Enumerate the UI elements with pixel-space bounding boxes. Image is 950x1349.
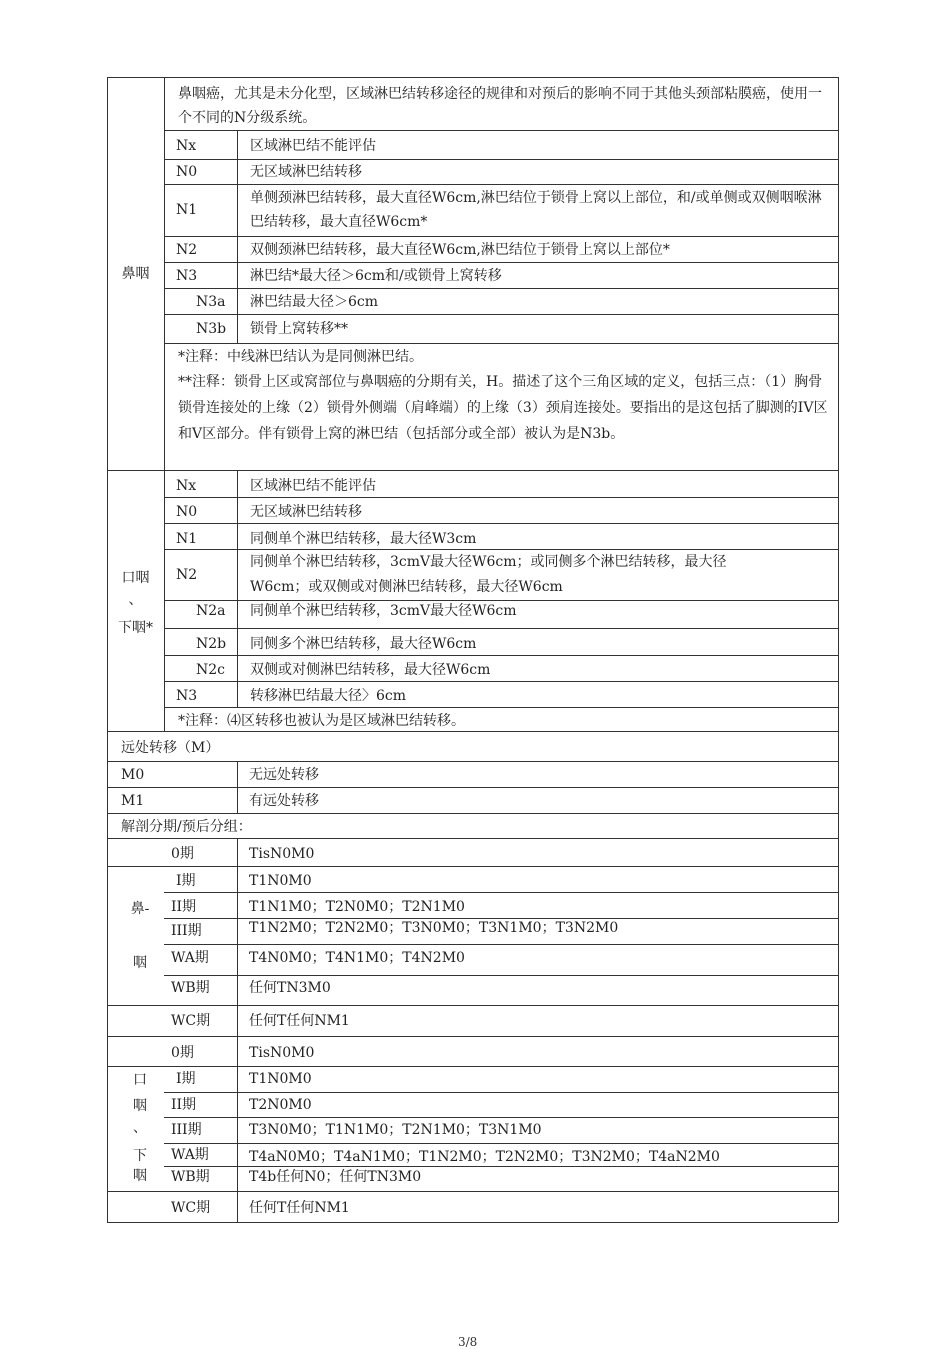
n-desc: 区域淋巴结不能评估 xyxy=(250,478,376,494)
n-desc: 区域淋巴结不能评估 xyxy=(250,138,376,154)
row-line xyxy=(107,1036,838,1037)
row-line xyxy=(107,761,838,762)
stage-label: III期 xyxy=(171,1122,202,1138)
naso-group-divider xyxy=(164,77,165,731)
stage-groups: TisN0M0 xyxy=(249,846,315,862)
n-code: N3 xyxy=(176,268,198,284)
row-line xyxy=(164,343,838,344)
stage-label: II期 xyxy=(171,899,197,915)
staging-oro-label: 咽 xyxy=(133,1098,147,1114)
stage-groups: T4aN0M0；T4aN1M0；T1N2M0；T2N2M0；T3N2M0；T4aN2M0 xyxy=(249,1149,720,1165)
row-line xyxy=(164,944,838,945)
table-border-bottom xyxy=(107,1222,838,1223)
n-desc: 淋巴结*最大径＞6cm和/或锁骨上窝转移 xyxy=(250,268,502,284)
row-line xyxy=(107,813,838,814)
row-line xyxy=(164,184,838,185)
row-line xyxy=(164,314,838,315)
row-line xyxy=(164,288,838,289)
stage-groups: TisN0M0 xyxy=(249,1045,315,1061)
stage-groups: T1N1M0；T2N0M0；T2N1M0 xyxy=(249,899,465,915)
n-desc: 同侧单个淋巴结转移，3cmV最大径W6cm xyxy=(250,603,517,619)
n-desc: 双侧或对侧淋巴结转移，最大径W6cm xyxy=(250,662,491,678)
stage-groups: T1N0M0 xyxy=(249,1071,312,1087)
group-label-oro-3: 下咽* xyxy=(118,620,153,636)
n-code: N1 xyxy=(176,531,198,547)
row-line xyxy=(164,628,838,629)
staging-oro-label: 下 xyxy=(133,1148,147,1164)
stage-groups: T1N0M0 xyxy=(249,873,312,889)
n-code: N1 xyxy=(176,202,198,218)
n-code: N3 xyxy=(176,688,198,704)
n-code: N3b xyxy=(196,321,227,337)
staging-oro-label: 口 xyxy=(133,1072,147,1088)
staging-oro-label: 、 xyxy=(133,1120,147,1136)
n-desc: 单侧颈淋巴结转移，最大直径W6cm,淋巴结位于锁骨上窝以上部位，和/或单侧或双侧咽喉淋巴结转移，最大直径W6cm* xyxy=(250,190,822,230)
stage-label: 0期 xyxy=(171,1045,194,1061)
oro-code-divider xyxy=(237,470,238,707)
group-label-nasopharynx: 鼻咽 xyxy=(121,266,150,282)
row-line xyxy=(107,787,838,788)
stage-label: WC期 xyxy=(171,1013,211,1029)
m-code: M0 xyxy=(121,767,145,783)
stage-label: WB期 xyxy=(171,980,210,996)
m-desc: 无远处转移 xyxy=(249,767,319,783)
n-code: Nx xyxy=(176,478,197,494)
group-label-oro-1: 口咽 xyxy=(121,570,150,586)
n-desc: 无区域淋巴结转移 xyxy=(250,164,362,180)
stage-groups: T2N0M0 xyxy=(249,1097,312,1113)
staging-oro-label: 咽 xyxy=(133,1168,147,1184)
note-midline: *注释：中线淋巴结认为是同侧淋巴结。 xyxy=(178,349,423,365)
row-line xyxy=(107,1066,838,1067)
stage-groups: 任何T任何NM1 xyxy=(249,1013,350,1029)
m-code: M1 xyxy=(121,793,145,809)
table-border-right xyxy=(838,77,839,1222)
n-code: N2a xyxy=(196,603,226,619)
table-border-left xyxy=(107,77,108,1222)
row-line xyxy=(164,130,838,131)
n-code: N0 xyxy=(176,164,198,180)
n-code: N2 xyxy=(176,567,198,583)
stage-groups: T4N0M0；T4N1M0；T4N2M0 xyxy=(249,950,465,966)
n-code: N0 xyxy=(176,504,198,520)
m-desc: 有远处转移 xyxy=(249,793,319,809)
stage-label: WC期 xyxy=(171,1200,211,1216)
stage-label: WA期 xyxy=(171,1147,209,1163)
stage-divider xyxy=(237,838,238,1222)
row-line xyxy=(164,262,838,263)
stage-label: 0期 xyxy=(171,846,194,862)
stage-label: WB期 xyxy=(171,1169,210,1185)
stage-label: III期 xyxy=(171,923,202,939)
n-desc: 双侧颈淋巴结转移，最大直径W6cm,淋巴结位于锁骨上窝以上部位* xyxy=(250,242,670,258)
m-code-divider xyxy=(237,761,238,813)
staging-naso-label-2: 咽 xyxy=(133,955,147,971)
page-number: 3/8 xyxy=(458,1335,478,1349)
n-code: N3a xyxy=(196,294,226,310)
row-line xyxy=(164,236,838,237)
staging-naso-label-1: 鼻- xyxy=(130,901,150,917)
stage-groups: 任何TN3M0 xyxy=(249,980,331,996)
n-code: N2 xyxy=(176,242,198,258)
n-desc: 同侧多个淋巴结转移，最大径W6cm xyxy=(250,636,477,652)
stage-label: I期 xyxy=(176,873,196,889)
stage-label: WA期 xyxy=(171,950,209,966)
stage-label: I期 xyxy=(176,1071,196,1087)
n-desc: 锁骨上窝转移** xyxy=(250,321,348,337)
stage-groups: T4b任何N0；任何TN3M0 xyxy=(249,1169,422,1185)
note-level-iv: *注释：⑷区转移也被认为是区域淋巴结转移。 xyxy=(178,713,465,729)
table-border-top xyxy=(107,77,838,78)
group-label-oro-2: 、 xyxy=(128,592,143,608)
nasopharynx-intro: 鼻咽癌，尤其是未分化型，区域淋巴结转移途径的规律和对预后的影响不同于其他头颈部粘膜癌，使用一个不同的N分级系统。 xyxy=(178,86,822,126)
n-code: Nx xyxy=(176,138,197,154)
stage-groups: T1N2M0；T2N2M0；T3N0M0；T3N1M0；T3N2M0 xyxy=(249,920,619,936)
n-desc: 淋巴结最大径＞6cm xyxy=(250,294,379,310)
row-line xyxy=(107,1191,838,1192)
section-line xyxy=(107,470,838,471)
n-desc: 同侧单个淋巴结转移，最大径W3cm xyxy=(250,531,477,547)
row-line xyxy=(107,1005,838,1006)
distant-heading: 远处转移（M） xyxy=(121,740,220,756)
n-desc-line2: W6cm；或双侧或对侧淋巴结转移，最大径W6cm xyxy=(250,579,563,595)
n-code: N2b xyxy=(196,636,227,652)
row-line xyxy=(164,1143,838,1144)
note-supraclavicular: **注释：锁骨上区或窝部位与鼻咽癌的分期有关，H。描述了这个三角区域的定义，包括三点：（1）胸骨锁骨连接处的上缘（2）锁骨外侧端（肩峰端）的上缘（3）颈肩连接处。要指出的是这包括了脚测的IV区和V区部分。伴有锁骨上窝的淋巴结（包括部分或全部）被认为是N3b。 xyxy=(178,374,828,442)
n-desc-line1: 同侧单个淋巴结转移，3cmV最大径W6cm；或同侧多个淋巴结转移，最大径 xyxy=(250,554,727,570)
stage-label: II期 xyxy=(171,1097,197,1113)
n-code: N2c xyxy=(196,662,225,678)
row-line xyxy=(107,866,838,867)
n-desc: 无区域淋巴结转移 xyxy=(250,504,362,520)
staging-heading: 解剖分期/预后分组： xyxy=(121,819,252,835)
stage-groups: T3N0M0；T1N1M0；T2N1M0；T3N1M0 xyxy=(249,1122,542,1138)
stage-groups: 任何T任何NM1 xyxy=(249,1200,350,1216)
n-desc: 转移淋巴结最大径〉6cm xyxy=(250,688,407,704)
